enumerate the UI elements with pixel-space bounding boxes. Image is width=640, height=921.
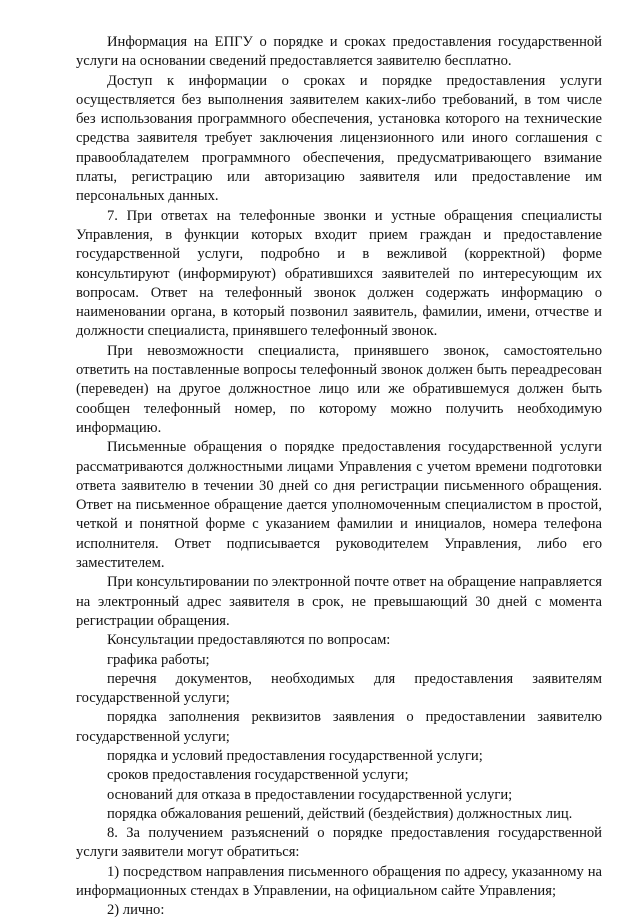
list-item-documents: перечня документов, необходимых для предоставления заявителям государственной услуги; [76, 670, 602, 707]
paragraph-call-redirect: При невозможности специалиста, принявшего звонок, самостоятельно ответить на поставленные вопросы телефонный звонок должен быть переадресован (переведен) на другое должностное лицо или же обратившемуся должен быть сообщен телефонный номер, по которому можно получить необходимую информацию. [76, 342, 602, 436]
paragraph-consult-topics-heading: Консультации предоставляются по вопросам: [107, 632, 391, 649]
list-item-schedule: графика работы; [107, 651, 210, 668]
paragraph-written-requests: Письменные обращения о порядке предоставления государственной услуги рассматриваются должностными лицами Управления с учетом времени подготовки ответа заявителю в течении 30 дней со дня регистрации письменного обращения. Ответ на письменное обращение дается уполномоченным специалистом в простой, четкой и понятной форме с указанием фамилии и инициалов, номера телефона исполнителя. Ответ подписывается руководителем Управления, либо его заместителем. [76, 439, 602, 572]
paragraph-in-person: 2) лично: [107, 902, 165, 919]
list-item-conditions: порядка и условий предоставления государственной услуги; [107, 747, 483, 764]
list-item-form-filling: порядка заполнения реквизитов заявления о предоставлении заявителю государственной услуги; [76, 709, 602, 745]
list-item-refusal-grounds: оснований для отказа в предоставлении государственной услуги; [107, 786, 513, 803]
paragraph-section-8: 8. За получением разъяснений о порядке предоставления государственной услуги заявители могут обратиться: [76, 825, 602, 861]
paragraph-email-consulting: При консультировании по электронной почте ответ на обращение направляется на электронный адрес заявителя в срок, не превышающий 30 дней с момента регистрации обращения. [76, 574, 602, 629]
paragraph-access-info: Доступ к информации о сроках и порядке предоставления услуги осуществляется без выполнения заявителем каких-либо требований, в том числе без использования программного обеспечения, установка которого на технические средства заявителя требует заключения лицензионного или иного соглашения с правообладателем программного обеспечения, предусматривающего взимание платы, регистрацию или авторизацию заявителя или предоставление им персональных данных. [76, 72, 602, 205]
paragraph-section-7: 7. При ответах на телефонные звонки и устные обращения специалисты Управления, в функции которых входит прием граждан и предоставление государственной услуги, подробно и в вежливой (корректной) форме консультируют (информируют) обратившихся заявителей по интересующим их вопросам. Ответ на телефонный звонок должен содержать информацию о наименовании органа, в который позвонил заявитель, фамилии, имени, отчестве и должности специалиста, принявшего телефонный звонок. [76, 207, 602, 340]
list-item-terms: сроков предоставления государственной услуги; [107, 767, 409, 784]
document-page [76, 33, 602, 921]
paragraph-epgu-info: Информация на ЕПГУ о порядке и сроках предоставления государственной услуги на основании сведений предоставляется заявителю бесплатно. [76, 34, 602, 70]
list-item-appeal: порядка обжалования решений, действий (бездействия) должностных лиц. [107, 805, 573, 822]
paragraph-written-address: 1) посредством направления письменного обращения по адресу, указанному на информационных стендах в Управлении, на официальном сайте Управления; [76, 863, 602, 900]
